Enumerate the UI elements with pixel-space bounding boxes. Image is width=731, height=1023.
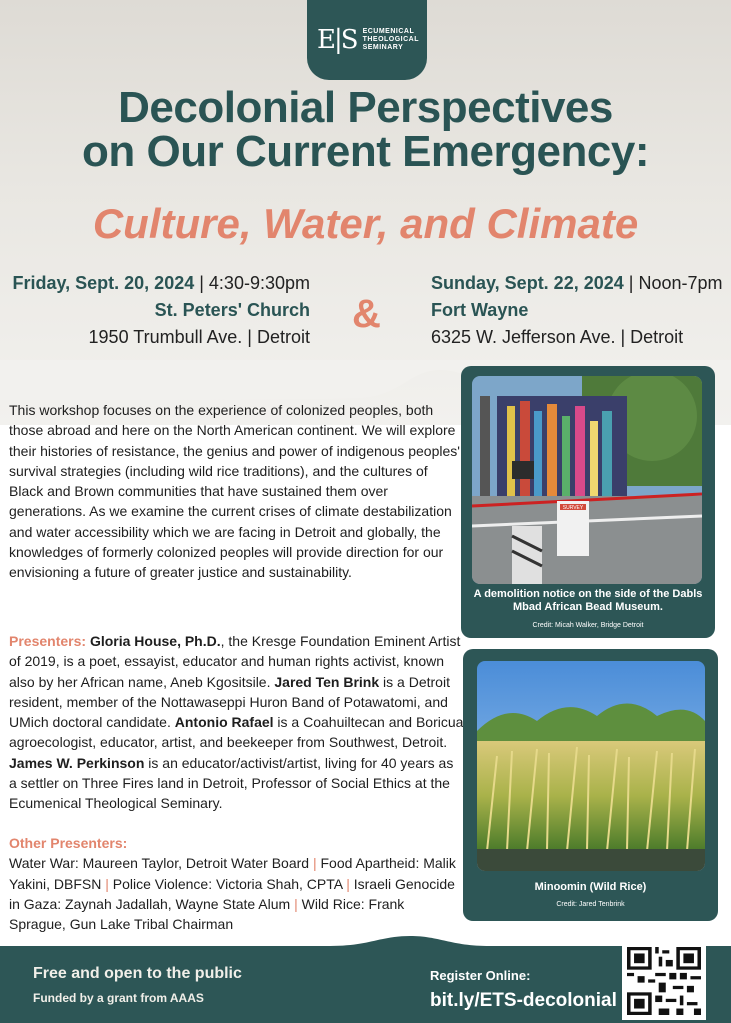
ampersand: & [352,292,381,336]
registration-link[interactable]: bit.ly/ETS-decolonial [430,990,617,1011]
title-line-1: Decolonial Perspectives [118,83,613,132]
presenter-bio: , the Kresge Foundation Eminent Artist of 2019, is a poet, essayist, educator and human rights activist, known also by her African name, Aneb Kgositsile. [9,633,461,690]
page-title [0,83,731,176]
register-label: Register Online: [430,968,531,983]
list-item: Food Apartheid: Malik Yakini, DBFSN [9,855,456,892]
wild-rice-photo [477,661,705,871]
presenter-name: Gloria House, Ph.D. [89,633,221,649]
event2-venue: Fort Wayne [431,300,529,320]
page-subtitle: Culture, Water, and Climate [92,200,639,247]
presenter-name: Antonio Rafael [174,714,274,731]
museum-caption: A demolition notice on the side of the Dabls Mbad African Bead Museum. [473,588,703,613]
presenter-bio: is a Coahuiltecan and Boricua agroecologist, educator, artist, and beekeeper from Southwest, Detroit. [9,714,464,751]
event1-address: 1950 Trumbull Ave. | Detroit [88,327,310,347]
presenter-bio: is a Detroit resident, member of the Nottawaseppi Huron Band of Potawatomi, and UMich doctoral candidate. [9,673,450,731]
list-item: Israeli Genocide in Gaza: Zaynah Jadallah, Wayne State Alum [9,875,455,912]
presenter-name: Jared Ten Brink [274,673,380,690]
other-presenters-list: Water War: Maureen Taylor, Detroit Water Board | Food Apartheid: Malik Yakini, DBFSN | Police Violence: Victoria Shah, CPTA | Israeli Genocide in Gaza: Zaynah Jadallah, Wayne State Alum | Wild Rice: Frank Sprague, Gun Lake Tribal Chairman [9,855,456,933]
list-item: Police Violence: Victoria Shah, CPTA [112,875,343,892]
photo-card-wild-rice [463,649,718,921]
event1-venue: St. Peters' Church [154,300,310,320]
wild-rice-caption: Minoomin (Wild Rice) [534,881,647,893]
logo-mark: E|S [317,25,357,55]
other-presenters [9,833,464,934]
event2-date: Sunday, Sept. 22, 2024 [431,273,624,293]
title-line-2: on Our Current Emergency: [82,127,649,176]
event-sunday: Sunday, Sept. 22, 2024 | Noon-7pm Fort Wayne 6325 W. Jefferson Ave. | Detroit [431,270,731,351]
event2-time: Noon-7pm [638,273,723,293]
presenters-label: Presenters: [9,633,87,649]
event1-time: 4:30-9:30pm [208,273,310,293]
free-admission-text: Free and open to the public [33,965,242,982]
qr-code[interactable] [622,942,706,1020]
wild-rice-credit: Credit: Jared Tenbrink [556,901,625,908]
list-item: Water War: Maureen Taylor, Detroit Water Board [9,855,310,872]
intro-paragraph: This workshop focuses on the experience of colonized peoples, both those abroad and here on the North American continent. We will explore their histories of resistance, the genius and power of indigenous peoples' survival strategies (including wild rice traditions), and the cultures of Black and Brown communities that have sustained them over generations. As we examine the current crises of climate destabilization and water accessibility which we are facing in Detroit and globally, the knowledges of formerly colonized peoples will provide direction for our envisioning a future of greater justice and sustainability. [9,402,460,581]
funding-text: Funded by a grant from AAAS [33,991,204,1005]
presenters-paragraph [9,631,464,814]
sign-label: SURVEY [562,505,584,511]
photo-card-museum [461,366,715,638]
event1-date: Friday, Sept. 20, 2024 [12,273,195,293]
list-item: Wild Rice: Frank Sprague, Gun Lake Tribal Chairman [9,895,405,933]
event-friday: Friday, Sept. 20, 2024 | 4:30-9:30pm St. Peters' Church 1950 Trumbull Ave. | Detroit [10,270,310,351]
presenter-bio: is an educator/activist/artist, living for 40 years as a settler on Three Fires land in Detroit, Professor of Social Ethics at the Ecumenical Theological Seminary. [9,754,454,812]
event2-address: 6325 W. Jefferson Ave. | Detroit [431,327,684,347]
presenter-name: James W. Perkinson [9,754,145,771]
museum-photo [472,376,702,584]
other-presenters-label: Other Presenters: [9,835,128,851]
seminary-logo [307,0,427,80]
logo-text: ECUMENICAL THEOLOGICAL SEMINARY [362,28,419,51]
museum-credit: Credit: Micah Walker, Bridge Detroit [532,622,644,629]
